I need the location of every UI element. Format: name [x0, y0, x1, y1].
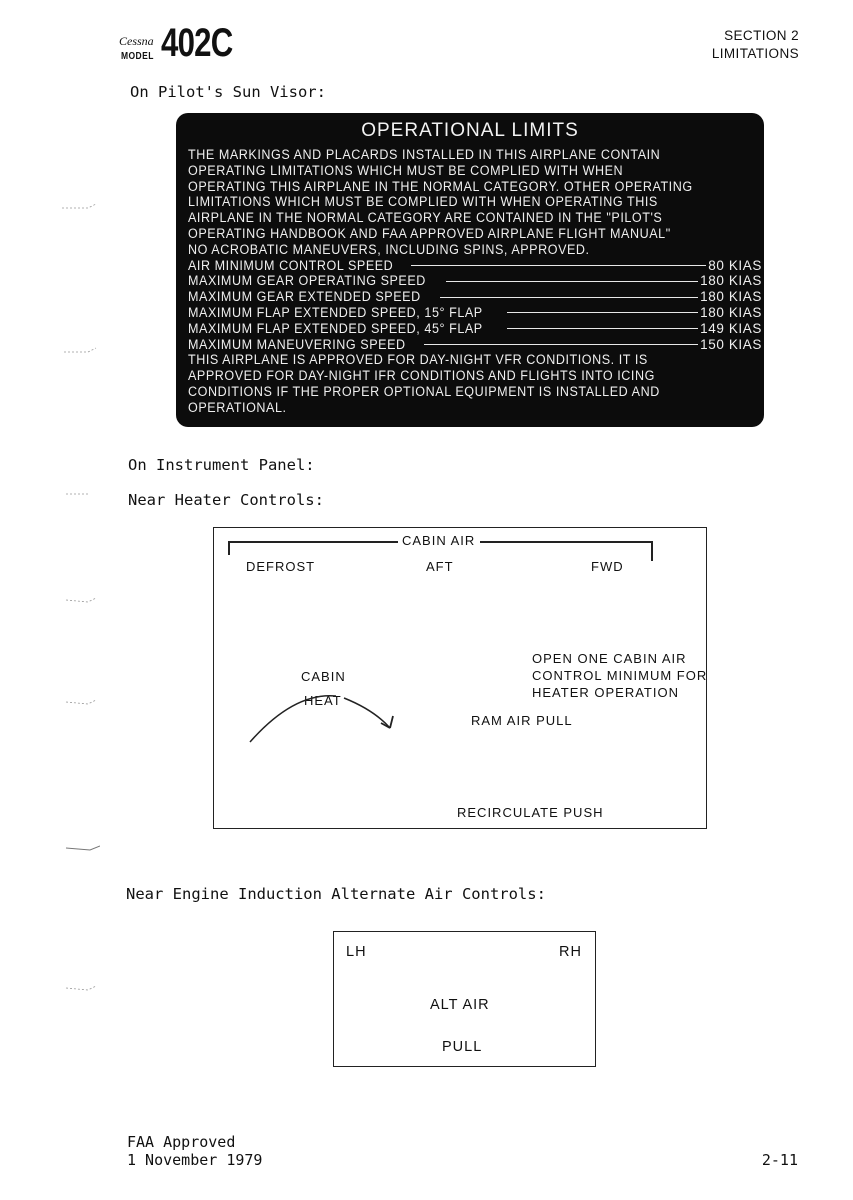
speed-limit-value: 149 KIAS: [700, 320, 762, 336]
cabin-heat-arrow-icon: [244, 688, 404, 748]
placard-text-line: APPROVED FOR DAY-NIGHT IFR CONDITIONS AND FLIGHTS INTO ICING: [188, 368, 655, 384]
placard-text-line: OPERATING THIS AIRPLANE IN THE NORMAL CATEGORY. OTHER OPERATING: [188, 178, 693, 194]
cessna-logo-brand: Cessna: [119, 34, 154, 48]
placard-text-line: OPERATIONAL.: [188, 399, 287, 415]
placard-text-line: NO ACROBATIC MANEUVERS, INCLUDING SPINS, APPROVED.: [188, 241, 590, 257]
speed-limit-value: 150 KIAS: [700, 336, 762, 352]
cabin-air-label: CABIN AIR: [402, 533, 476, 548]
section-title: LIMITATIONS: [711, 46, 799, 61]
bracket-line-left: [228, 541, 398, 543]
speed-limit-name: MAXIMUM MANEUVERING SPEED: [188, 336, 406, 352]
placard-text-line: AIRPLANE IN THE NORMAL CATEGORY ARE CONTAINED IN THE "PILOT'S: [188, 210, 663, 226]
recirculate-push-label: RECIRCULATE PUSH: [457, 805, 604, 820]
ram-air-pull-label: RAM AIR PULL: [471, 713, 573, 728]
speed-limit-row: [188, 337, 762, 353]
speed-limit-name: AIR MINIMUM CONTROL SPEED: [188, 257, 394, 273]
placard-text-line: OPERATING HANDBOOK AND FAA APPROVED AIRPLANE FLIGHT MANUAL": [188, 225, 671, 241]
placard-text-line: OPERATING LIMITATIONS WHICH MUST BE COMPLIED WITH WHEN: [188, 162, 624, 178]
aft-label: AFT: [426, 559, 454, 574]
placard-text-line: LIMITATIONS WHICH MUST BE COMPLIED WITH WHEN OPERATING THIS: [188, 194, 658, 210]
margin-marks: [60, 200, 100, 1000]
leader-line: [507, 312, 698, 313]
logo-model-label: MODEL: [121, 51, 154, 62]
placard-title: OPERATIONAL LIMITS: [361, 120, 579, 141]
speed-limit-value: 180 KIAS: [700, 273, 762, 289]
speed-limit-row: [188, 321, 762, 337]
speed-limit-name: MAXIMUM FLAP EXTENDED SPEED, 45° FLAP: [188, 320, 483, 336]
bracket-left: [228, 541, 230, 555]
approval-date: 1 November 1979: [127, 1151, 263, 1169]
speed-limit-row: [188, 305, 762, 321]
alternate-air-placard: [333, 931, 596, 1067]
heater-note-line: HEATER OPERATION: [532, 685, 679, 700]
speed-limit-row: [188, 258, 762, 274]
lh-label: LH: [346, 944, 367, 960]
speed-limit-name: MAXIMUM FLAP EXTENDED SPEED, 15° FLAP: [188, 304, 483, 320]
leader-line: [440, 297, 698, 298]
leader-line: [507, 328, 698, 329]
cabin-label: CABIN: [301, 669, 346, 684]
speed-limit-name: MAXIMUM GEAR OPERATING SPEED: [188, 273, 426, 289]
model-number: 402C: [161, 21, 233, 65]
bracket-right: [651, 541, 653, 561]
heater-controls-placard: [213, 527, 707, 829]
placard-text-line: CONDITIONS IF THE PROPER OPTIONAL EQUIPMENT IS INSTALLED AND: [188, 383, 660, 399]
leader-line: [411, 265, 707, 266]
rh-label: RH: [559, 944, 582, 960]
leader-line: [424, 344, 698, 345]
alt-air-label: ALT AIR: [430, 997, 490, 1013]
heater-controls-label: Near Heater Controls:: [128, 491, 324, 509]
leader-line: [446, 281, 698, 282]
section-number: SECTION 2: [724, 28, 799, 43]
speed-limit-value: 180 KIAS: [700, 289, 762, 305]
speed-limit-row: [188, 273, 762, 289]
page-number: 2-11: [761, 1151, 798, 1169]
heater-note-line: OPEN ONE CABIN AIR: [532, 651, 687, 666]
heater-note-line: CONTROL MINIMUM FOR: [532, 668, 708, 683]
operational-limits-placard: [176, 113, 764, 427]
heat-label: HEAT: [304, 693, 342, 708]
placard-text-line: THE MARKINGS AND PLACARDS INSTALLED IN THIS AIRPLANE CONTAIN: [188, 147, 661, 162]
speed-limit-value: 180 KIAS: [700, 304, 762, 320]
defrost-label: DEFROST: [246, 559, 316, 574]
faa-approval: FAA Approved: [127, 1133, 236, 1151]
placard-body: [188, 147, 762, 416]
sun-visor-label: On Pilot's Sun Visor:: [130, 83, 326, 101]
speed-limit-value: 80 KIAS: [708, 257, 762, 273]
induction-air-label: Near Engine Induction Alternate Air Controls:: [126, 885, 546, 903]
placard-text-line: THIS AIRPLANE IS APPROVED FOR DAY-NIGHT VFR CONDITIONS. IT IS: [188, 352, 648, 368]
speed-limit-row: [188, 289, 762, 305]
instrument-panel-label: On Instrument Panel:: [128, 456, 315, 474]
pull-label: PULL: [442, 1039, 483, 1055]
fwd-label: FWD: [591, 559, 624, 574]
bracket-line-right: [480, 541, 652, 543]
speed-limit-name: MAXIMUM GEAR EXTENDED SPEED: [188, 289, 421, 305]
